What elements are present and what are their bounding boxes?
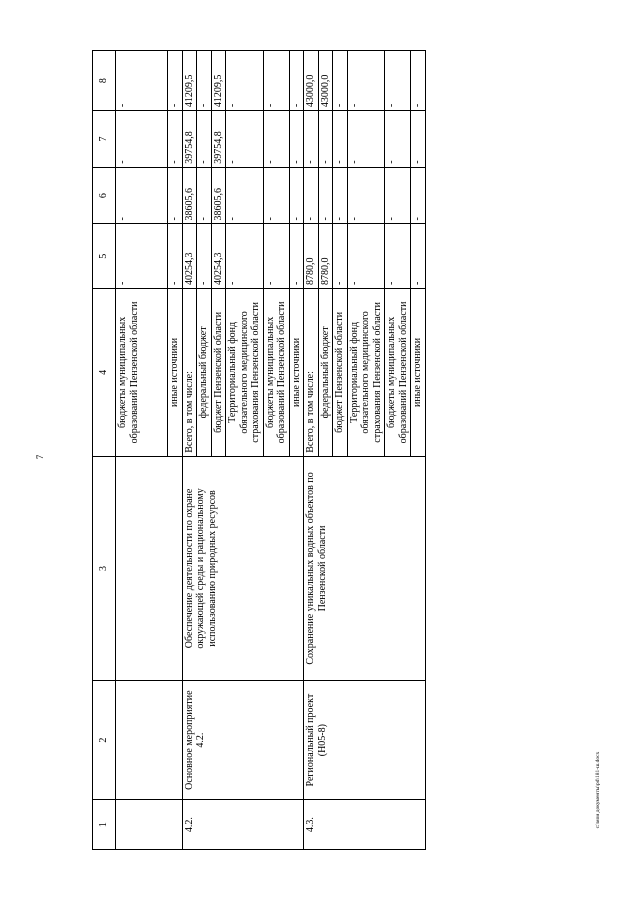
value-cell: 43000,0 — [304, 51, 319, 111]
source-cell: бюджет Пензенской области — [333, 289, 348, 457]
value-cell: - — [333, 111, 348, 168]
header-cell: 8 — [93, 51, 116, 111]
value-cell: - — [168, 51, 183, 111]
value-cell: - — [226, 111, 264, 168]
value-cell: - — [263, 167, 289, 224]
value-cell: 43000,0 — [318, 51, 333, 111]
source-cell: иные источники — [289, 289, 304, 457]
table-row — [182, 51, 197, 850]
value-cell: - — [289, 167, 304, 224]
item-number-cell: 4.3. — [304, 800, 426, 850]
item-name-cell: Сохранение уникальных водных объектов по Пензенской области — [304, 456, 426, 680]
value-cell: - — [168, 224, 183, 289]
value-cell: - — [226, 224, 264, 289]
value-cell: - — [411, 167, 426, 224]
value-cell: - — [168, 167, 183, 224]
header-row — [93, 51, 116, 850]
header-cell: 3 — [93, 456, 116, 680]
rotated-table-container — [92, 50, 579, 850]
value-cell: - — [333, 167, 348, 224]
value-cell: - — [318, 111, 333, 168]
value-cell: - — [116, 167, 168, 224]
value-cell: - — [411, 224, 426, 289]
source-cell: иные источники — [168, 289, 183, 457]
value-cell: 8780,0 — [304, 224, 319, 289]
value-cell: 38605,6 — [182, 167, 197, 224]
value-cell: 40254,3 — [211, 224, 226, 289]
value-cell: - — [263, 51, 289, 111]
source-cell: бюджет Пензенской области — [211, 289, 226, 457]
value-cell: - — [385, 51, 411, 111]
value-cell: - — [347, 224, 385, 289]
value-cell: 38605,6 — [211, 167, 226, 224]
value-cell: - — [116, 111, 168, 168]
source-cell: федеральный бюджет — [318, 289, 333, 457]
source-cell: иные источники — [411, 289, 426, 457]
header-cell: 7 — [93, 111, 116, 168]
item-name-cell — [116, 456, 183, 680]
source-cell: федеральный бюджет — [197, 289, 212, 457]
value-cell: - — [197, 51, 212, 111]
item-number-cell: 4.2. — [182, 800, 304, 850]
item-type-cell: Региональный проект (Н05-8) — [304, 681, 426, 800]
item-number-cell — [116, 800, 183, 850]
source-cell: бюджеты муниципальных образований Пензенской области — [116, 289, 168, 457]
value-cell: - — [197, 111, 212, 168]
item-type-cell: Основное мероприятие 4.2. — [182, 681, 304, 800]
value-cell: - — [226, 167, 264, 224]
value-cell: - — [263, 111, 289, 168]
table-rotation-frame — [92, 50, 579, 850]
value-cell: - — [333, 51, 348, 111]
value-cell: - — [263, 224, 289, 289]
header-cell: 4 — [93, 289, 116, 457]
value-cell: 40254,3 — [182, 224, 197, 289]
value-cell: 41209,5 — [211, 51, 226, 111]
value-cell: 39754,8 — [211, 111, 226, 168]
value-cell: - — [347, 51, 385, 111]
value-cell: - — [411, 51, 426, 111]
value-cell: - — [168, 111, 183, 168]
value-cell: - — [347, 111, 385, 168]
page-number: 7 — [35, 454, 45, 460]
item-name-cell: Обеспечение деятельности по охране окружающей среды и рациональному использованию природных ресурсов — [182, 456, 304, 680]
value-cell: 41209,5 — [182, 51, 197, 111]
value-cell: - — [385, 224, 411, 289]
value-cell: - — [333, 224, 348, 289]
table-row — [116, 51, 168, 850]
source-cell: Всего, в том числе: — [304, 289, 319, 457]
value-cell: - — [116, 51, 168, 111]
funding-table — [92, 50, 426, 850]
value-cell: - — [411, 111, 426, 168]
value-cell: - — [304, 111, 319, 168]
item-type-cell — [116, 681, 183, 800]
value-cell: - — [226, 51, 264, 111]
value-cell: 39754,8 — [182, 111, 197, 168]
value-cell: - — [197, 224, 212, 289]
value-cell: - — [385, 111, 411, 168]
source-cell: бюджеты муниципальных образований Пензенской области — [385, 289, 411, 457]
source-cell: Территориальный фонд обязательного медицинского страхования Пензенской области — [347, 289, 385, 457]
value-cell: - — [289, 51, 304, 111]
header-cell: 6 — [93, 167, 116, 224]
value-cell: - — [116, 224, 168, 289]
source-cell: Территориальный фонд обязательного медицинского страхования Пензенской области — [226, 289, 264, 457]
value-cell: - — [289, 111, 304, 168]
header-cell: 1 — [93, 800, 116, 850]
source-cell: бюджеты муниципальных образований Пензенской области — [263, 289, 289, 457]
header-cell: 5 — [93, 224, 116, 289]
value-cell: - — [347, 167, 385, 224]
footer-file-path: c:\мои документы\pd\181-ш.docx — [595, 751, 601, 829]
header-cell: 2 — [93, 681, 116, 800]
value-cell: - — [289, 224, 304, 289]
value-cell: 8780,0 — [318, 224, 333, 289]
value-cell: - — [304, 167, 319, 224]
value-cell: - — [385, 167, 411, 224]
value-cell: - — [197, 167, 212, 224]
value-cell: - — [318, 167, 333, 224]
source-cell: Всего, в том числе: — [182, 289, 197, 457]
table-row — [304, 51, 319, 850]
